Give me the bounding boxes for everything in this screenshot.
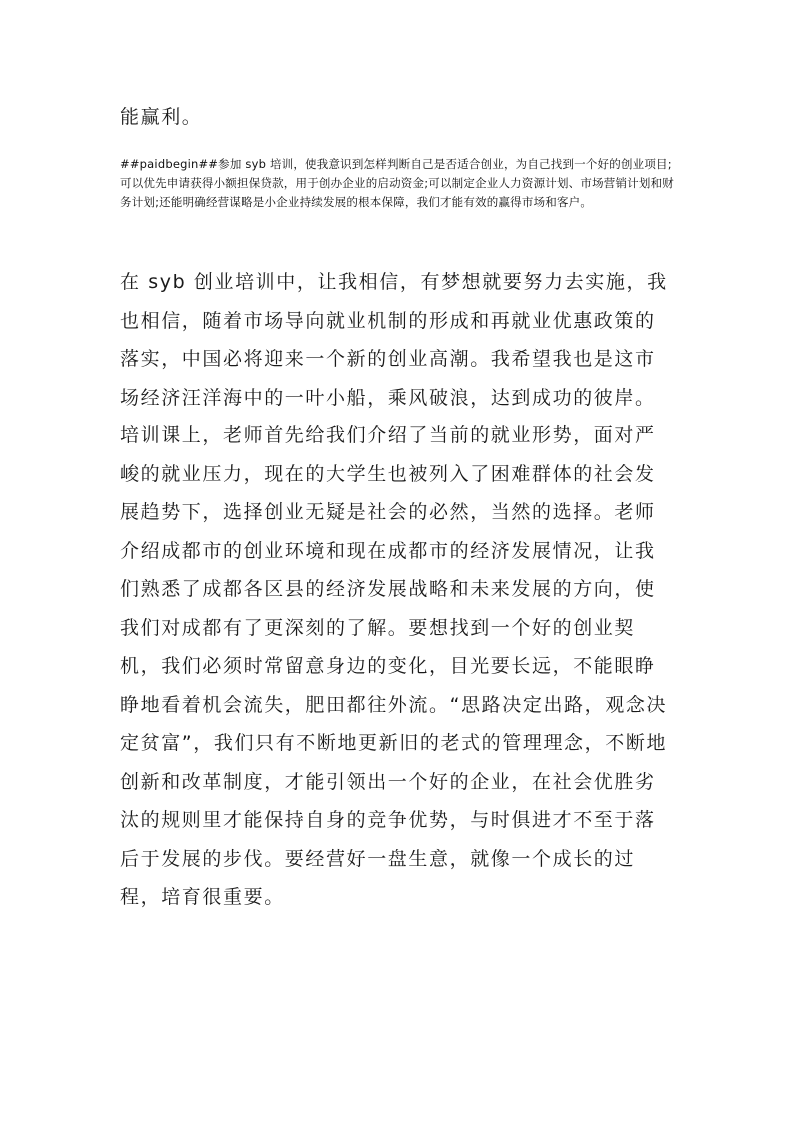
opening-line: 能赢利。	[120, 106, 203, 128]
note-paragraph: ##paidbegin##参加 syb 培训，使我意识到怎样判断自己是否适合创业，为自己找到一个好的创业项目;可以优先申请获得小额担保贷款，用于创办企业的启动资金;可以制定企业人力资源计划、市场营销计划和财务计划;还能明确经营谋略是小企业持续发展的根本保障，我们才能有效的赢得市场和客户。	[120, 157, 674, 209]
body-paragraph-2: 在 syb 创业培训中，让我相信，有梦想就要努力去实施，我也相信，随着市场导向就业机制的形成和再就业优惠政策的落实，中国必将迎来一个新的创业高潮。我希望我也是这市场经济汪洋海中的一叶小船，乘风破浪，达到成功的彼岸。	[120, 271, 668, 409]
body-paragraph-3: 培训课上，老师首先给我们介绍了当前的就业形势，面对严峻的就业压力，现在的大学生也被列入了困难群体的社会发展趋势下，选择创业无疑是社会的必然，当然的选择。老师介绍成都市的创业环境和现在成都市的经济发展情况，让我们熟悉了成都各区县的经济发展战略和未来发展的方向，使我们对成都有了更深刻的了解。要想找到一个好的创业契机，我们必须时常留意身边的变化，目光要长远，不能眼睁睁地看着机会流失，肥田都往外流。“思路决定出路，观念决定贫富”，我们只有不断地更新旧的老式的管理理念，不断地创新和改革制度，才能引领出一个好的企业，在社会优胜劣汰的规则里才能保持自身的竞争优势，与时俱进才不至于落后于发展的步伐。要经营好一盘生意，就像一个成长的过程，培育很重要。	[120, 424, 668, 908]
